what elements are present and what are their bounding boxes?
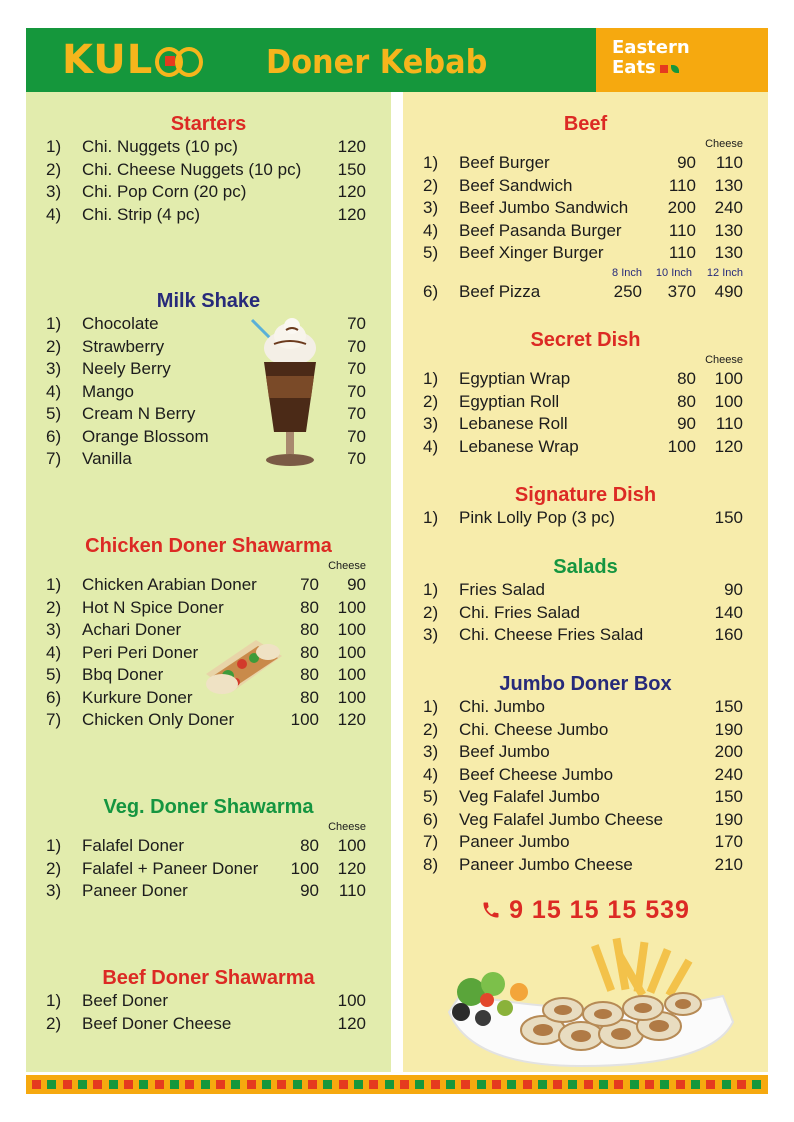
item-price: 80 (300, 620, 319, 639)
item-name: Beef Cheese Jumbo (459, 764, 614, 784)
menu-item-row (403, 786, 768, 809)
item-number: 3) (46, 620, 62, 639)
doner-box-food-icon (431, 934, 741, 1069)
item-name: Hot N Spice Doner (82, 597, 224, 617)
shawarma-wrap-icon (198, 634, 290, 700)
item-name: Chocolate (82, 314, 159, 333)
badge-line-2: Eats (612, 57, 656, 78)
item-price: 80 (300, 687, 319, 707)
menu-item-row (26, 597, 391, 620)
item-name: Beef Pasanda Burger (459, 220, 622, 240)
item-number: 3) (46, 359, 62, 378)
item-price: 70 (347, 404, 366, 423)
section-title: Salads (553, 556, 618, 578)
item-price: 70 (347, 336, 366, 356)
item-name: Bbq Doner (82, 665, 164, 684)
item-cheese-price: 110 (338, 881, 366, 900)
item-price: 210 (714, 854, 743, 874)
left-menu-column (26, 92, 391, 1072)
menu-item-row (26, 990, 391, 1013)
footer-dot (645, 1080, 654, 1089)
item-name: Chicken Arabian Doner (82, 575, 257, 594)
item-price: 120 (337, 204, 366, 224)
item-number: 1) (423, 508, 439, 527)
item-number: 1) (46, 991, 62, 1010)
item-name: Beef Doner Cheese (82, 1013, 232, 1033)
section-title: Starters (170, 113, 247, 135)
item-name: Lebanese Wrap (459, 436, 579, 456)
footer-dot (568, 1080, 577, 1089)
item-cheese-price: 130 (714, 175, 743, 195)
menu-item-row (26, 574, 391, 597)
item-price: 150 (337, 159, 366, 179)
footer-dot (308, 1080, 317, 1089)
brand-subtitle: Doner Kebab (266, 42, 488, 81)
item-price: 100 (290, 858, 319, 878)
item-price: 190 (714, 719, 743, 739)
item-price: 90 (677, 414, 696, 433)
menu-item-row (403, 809, 768, 832)
footer-dot (63, 1080, 72, 1089)
item-price: 80 (300, 665, 319, 684)
phone-number[interactable] (403, 896, 768, 925)
eastern-eats-badge (596, 28, 768, 92)
item-price: 170 (714, 832, 743, 851)
footer-dot (93, 1080, 102, 1089)
footer-dot (201, 1080, 210, 1089)
signature-dish-section (403, 483, 768, 530)
item-price: 70 (347, 381, 366, 401)
item-name: Paneer Jumbo (459, 832, 570, 851)
pizza-size-label: 10 Inch (655, 266, 692, 279)
item-number: 1) (423, 153, 439, 172)
item-cheese-price: 100 (337, 597, 366, 617)
item-name: Cream N Berry (82, 404, 196, 423)
menu-item-row (26, 858, 391, 881)
logo-text: KUL (62, 37, 154, 83)
item-number: 4) (46, 381, 62, 401)
item-name: Chi. Cheese Nuggets (10 pc) (82, 159, 302, 179)
item-cheese-price: 100 (714, 391, 743, 411)
footer-dot (385, 1080, 394, 1089)
footer-dot (216, 1080, 225, 1089)
footer-dot (553, 1080, 562, 1089)
chicken-doner-section (26, 534, 391, 732)
item-name: Falafel + Paneer Doner (82, 858, 259, 878)
footer-dot (538, 1080, 547, 1089)
footer-dot (354, 1080, 363, 1089)
pizza-size-label: 8 Inch (612, 266, 642, 279)
item-number: 7) (423, 832, 439, 851)
salads-section (403, 555, 768, 647)
section-title: Milk Shake (156, 290, 261, 312)
pizza-size-label: 12 Inch (706, 266, 743, 279)
item-number: 4) (423, 764, 439, 784)
item-price: 80 (677, 391, 696, 411)
menu-item-row (26, 426, 391, 449)
footer-dot (477, 1080, 486, 1089)
item-name: Beef Doner (82, 991, 168, 1010)
section-title: Signature Dish (514, 484, 657, 506)
item-number: 2) (46, 1013, 62, 1033)
item-name: Beef Burger (459, 153, 550, 172)
footer-dot (400, 1080, 409, 1089)
footer-dot (599, 1080, 608, 1089)
item-name: Chi. Nuggets (10 pc) (82, 137, 238, 156)
item-name: Chi. Cheese Jumbo (459, 719, 609, 739)
item-cheese-price: 240 (714, 198, 743, 217)
section-title: Chicken Doner Shawarma (85, 535, 332, 557)
item-price: 110 (668, 175, 696, 195)
menu-item-row (26, 880, 391, 903)
item-cheese-price: 110 (715, 414, 743, 433)
item-number: 2) (46, 159, 62, 179)
item-number: 4) (423, 220, 439, 240)
item-price: 120 (337, 182, 366, 201)
phone-number-text: 9 15 15 15 539 (509, 896, 690, 924)
leaf-icon (671, 65, 679, 73)
menu-item-row (26, 403, 391, 426)
item-name: Peri Peri Doner (82, 642, 199, 662)
item-name: Beef Jumbo Sandwich (459, 198, 629, 217)
badge-line-1: Eastern (612, 37, 690, 58)
item-price: 250 (613, 281, 642, 301)
item-number: 5) (46, 665, 62, 684)
item-price: 200 (714, 742, 743, 761)
item-cheese-price: 100 (337, 665, 366, 684)
footer-dot (277, 1080, 286, 1089)
footer-strip (26, 1075, 768, 1094)
item-number: 4) (46, 204, 62, 224)
square-icon (660, 65, 668, 73)
section-title: Beef Doner Shawarma (102, 967, 315, 989)
item-number: 3) (423, 198, 439, 217)
item-price: 200 (667, 198, 696, 217)
footer-dot (339, 1080, 348, 1089)
menu-item-row (403, 175, 768, 198)
item-price: 100 (290, 710, 319, 729)
menu-item-row (26, 336, 391, 359)
footer-dot (507, 1080, 516, 1089)
item-number: 8) (423, 854, 439, 874)
item-number: 4) (46, 642, 62, 662)
cheese-column-label: Cheese (328, 821, 366, 833)
menu-item-row (26, 181, 391, 204)
item-name: Paneer Jumbo Cheese (459, 854, 633, 874)
item-price: 370 (667, 281, 696, 301)
menu-item-row (26, 204, 391, 227)
item-name: Mango (82, 381, 134, 401)
footer-dot (722, 1080, 731, 1089)
item-number: 1) (423, 580, 439, 599)
item-price: 90 (724, 580, 743, 599)
item-price: 80 (300, 836, 319, 855)
item-number: 5) (423, 787, 439, 806)
item-number: 1) (46, 836, 62, 855)
beef-section (403, 112, 768, 303)
item-number: 2) (423, 602, 439, 622)
item-price: 80 (300, 642, 319, 662)
footer-dot (446, 1080, 455, 1089)
footer-dot (492, 1080, 501, 1089)
item-name: Beef Sandwich (459, 175, 573, 195)
footer-dot-pattern (32, 1080, 762, 1089)
right-menu-column (403, 92, 768, 1072)
item-cheese-price: 100 (714, 369, 743, 388)
secret-dish-section (403, 328, 768, 458)
footer-dot (706, 1080, 715, 1089)
item-number: 4) (423, 436, 439, 456)
item-number: 7) (46, 710, 62, 729)
item-price: 70 (300, 575, 319, 594)
menu-item-row (26, 313, 391, 336)
menu-item-row (403, 413, 768, 436)
section-title: Beef (563, 113, 608, 135)
item-price: 90 (300, 881, 319, 900)
menu-item-row (403, 579, 768, 602)
footer-dot (155, 1080, 164, 1089)
item-cheese-price: 120 (337, 710, 366, 729)
menu-item-row (403, 696, 768, 719)
footer-dot (109, 1080, 118, 1089)
menu-item-row (403, 220, 768, 243)
item-name: Pink Lolly Pop (3 pc) (459, 508, 615, 527)
item-number: 1) (46, 137, 62, 156)
item-number: 2) (46, 858, 62, 878)
item-cheese-price: 100 (337, 836, 366, 855)
footer-dot (124, 1080, 133, 1089)
item-price: 70 (347, 449, 366, 468)
footer-dot (293, 1080, 302, 1089)
footer-dot (369, 1080, 378, 1089)
item-number: 6) (46, 426, 62, 446)
item-number: 5) (423, 243, 439, 262)
item-name: Veg Falafel Jumbo (459, 787, 600, 806)
item-price: 120 (337, 1013, 366, 1033)
item-number: 2) (423, 175, 439, 195)
item-name: Beef Xinger Burger (459, 243, 604, 262)
item-name: Achari Doner (82, 620, 182, 639)
item-price: 110 (668, 243, 696, 262)
item-cheese-price: 130 (714, 243, 743, 262)
phone-icon (481, 900, 501, 920)
item-number: 6) (423, 281, 439, 301)
menu-item-row (26, 358, 391, 381)
milkshake-section (26, 289, 391, 471)
item-number: 6) (423, 809, 439, 829)
item-number: 6) (46, 687, 62, 707)
menu-item-row (403, 242, 768, 265)
item-price: 240 (714, 764, 743, 784)
footer-dot (752, 1080, 761, 1089)
cheese-column-label: Cheese (328, 560, 366, 572)
item-price: 90 (677, 153, 696, 172)
item-name: Chi. Jumbo (459, 697, 545, 716)
footer-dot (676, 1080, 685, 1089)
cheese-column-label: Cheese (705, 354, 743, 366)
footer-dot (47, 1080, 56, 1089)
item-price: 100 (337, 991, 366, 1010)
item-number: 1) (46, 575, 62, 594)
footer-dot (185, 1080, 194, 1089)
menu-item-row (403, 436, 768, 459)
footer-dot (737, 1080, 746, 1089)
item-number: 3) (423, 414, 439, 433)
item-number: 2) (46, 597, 62, 617)
item-name: Lebanese Roll (459, 414, 568, 433)
item-price: 70 (347, 314, 366, 333)
item-cheese-price: 120 (337, 858, 366, 878)
menu-item-row (403, 281, 768, 304)
beef-doner-section (26, 966, 391, 1035)
item-name: Chicken Only Doner (82, 710, 235, 729)
item-name: Neely Berry (82, 359, 171, 378)
item-price: 100 (667, 436, 696, 456)
item-number: 7) (46, 449, 62, 468)
item-price: 80 (677, 369, 696, 388)
item-price: 80 (300, 597, 319, 617)
item-name: Chi. Fries Salad (459, 602, 580, 622)
item-number: 5) (46, 404, 62, 423)
menu-item-row (403, 624, 768, 647)
section-title: Secret Dish (530, 329, 641, 351)
menu-item-row (403, 831, 768, 854)
footer-dot (170, 1080, 179, 1089)
menu-item-row (403, 368, 768, 391)
starters-section (26, 112, 391, 226)
footer-dot (139, 1080, 148, 1089)
item-name: Orange Blossom (82, 426, 209, 446)
menu-item-row (403, 197, 768, 220)
item-name: Egyptian Roll (459, 391, 560, 411)
item-cheese-price: 120 (714, 436, 743, 456)
footer-dot (691, 1080, 700, 1089)
item-number: 1) (46, 314, 62, 333)
footer-dot (584, 1080, 593, 1089)
item-name: Chi. Cheese Fries Salad (459, 625, 644, 644)
menu-item-row (26, 381, 391, 404)
menu-item-row (403, 507, 768, 530)
header-banner (26, 28, 768, 92)
item-number: 3) (46, 881, 62, 900)
item-name: Fries Salad (459, 580, 545, 599)
milkshake-glass-icon (248, 314, 326, 474)
menu-item-row (26, 709, 391, 732)
jumbo-box-section (403, 672, 768, 876)
menu-item-row (26, 136, 391, 159)
item-price: 70 (347, 359, 366, 378)
item-name: Vanilla (82, 449, 132, 468)
item-name: Beef Jumbo (459, 742, 550, 761)
item-name: Falafel Doner (82, 836, 185, 855)
item-cheese-price: 110 (715, 153, 743, 172)
menu-item-row (26, 159, 391, 182)
item-cheese-price: 90 (347, 575, 366, 594)
item-price: 110 (668, 220, 696, 240)
item-price: 140 (714, 602, 743, 622)
footer-dot (630, 1080, 639, 1089)
footer-dot (523, 1080, 532, 1089)
footer-dot (614, 1080, 623, 1089)
menu-item-row (403, 741, 768, 764)
item-name: Kurkure Doner (82, 687, 193, 707)
footer-dot (247, 1080, 256, 1089)
menu-item-row (26, 1013, 391, 1036)
item-name: Strawberry (82, 336, 165, 356)
item-cheese-price: 100 (337, 642, 366, 662)
item-price: 70 (347, 426, 366, 446)
section-title: Veg. Doner Shawarma (103, 796, 314, 818)
item-price: 190 (714, 809, 743, 829)
item-name: Beef Pizza (459, 281, 541, 301)
menu-item-row (26, 448, 391, 471)
logo-rings-icon (155, 47, 195, 75)
menu-item-row (403, 391, 768, 414)
item-name: Paneer Doner (82, 881, 188, 900)
item-price: 150 (714, 697, 743, 716)
item-price: 150 (714, 508, 743, 527)
item-name: Veg Falafel Jumbo Cheese (459, 809, 664, 829)
item-number: 3) (423, 742, 439, 761)
pizza-size-header (403, 265, 768, 281)
menu-item-row (403, 602, 768, 625)
item-cheese-price: 100 (337, 687, 366, 707)
footer-dot (415, 1080, 424, 1089)
footer-dot (461, 1080, 470, 1089)
footer-dot (78, 1080, 87, 1089)
menu-item-row (403, 719, 768, 742)
footer-dot (262, 1080, 271, 1089)
footer-dot (32, 1080, 41, 1089)
veg-doner-section (26, 795, 391, 903)
item-name: Chi. Pop Corn (20 pc) (82, 182, 247, 201)
footer-dot (660, 1080, 669, 1089)
item-number: 1) (423, 697, 439, 716)
item-cheese-price: 100 (337, 620, 366, 639)
item-price: 490 (714, 281, 743, 301)
item-price: 160 (714, 625, 743, 644)
item-number: 2) (423, 391, 439, 411)
menu-item-row (26, 835, 391, 858)
item-price: 150 (714, 787, 743, 806)
footer-dot (431, 1080, 440, 1089)
item-price: 120 (337, 137, 366, 156)
menu-item-row (403, 764, 768, 787)
menu-item-row (403, 854, 768, 877)
footer-dot (231, 1080, 240, 1089)
item-number: 2) (423, 719, 439, 739)
item-name: Egyptian Wrap (459, 369, 571, 388)
footer-dot (323, 1080, 332, 1089)
item-number: 2) (46, 336, 62, 356)
menu-item-row (403, 152, 768, 175)
item-name: Chi. Strip (4 pc) (82, 204, 201, 224)
section-title: Jumbo Doner Box (499, 673, 672, 695)
cheese-column-label: Cheese (705, 138, 743, 150)
item-number: 1) (423, 369, 439, 388)
item-number: 3) (46, 182, 62, 201)
brand-logo (62, 36, 195, 84)
item-cheese-price: 130 (714, 220, 743, 240)
item-number: 3) (423, 625, 439, 644)
